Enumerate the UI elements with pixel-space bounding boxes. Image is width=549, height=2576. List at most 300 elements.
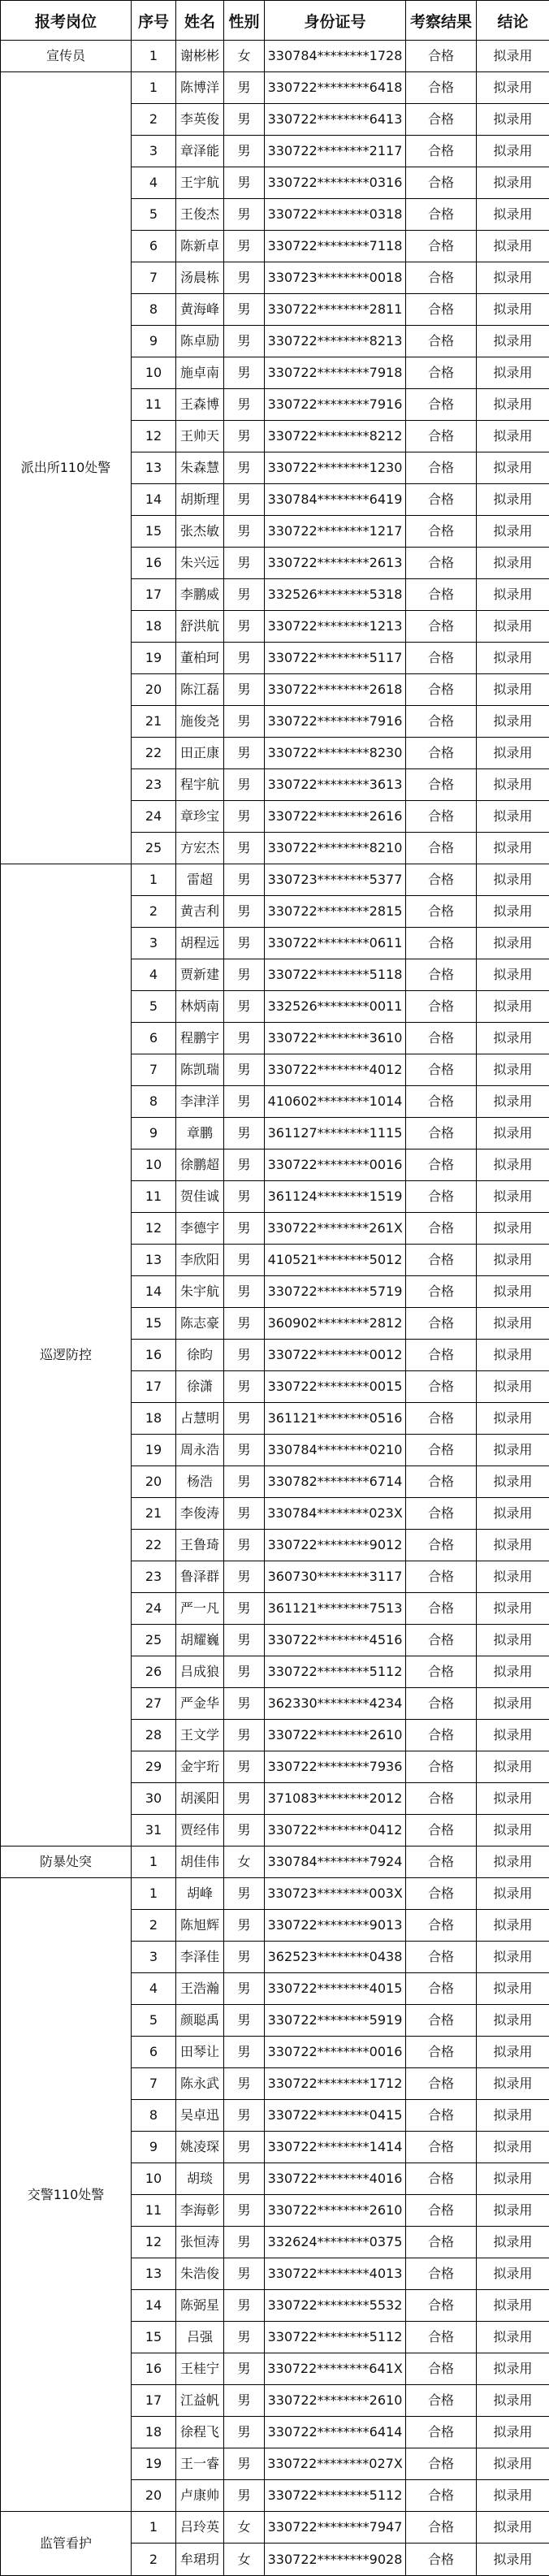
sex-cell: 男 — [224, 2448, 265, 2480]
result-cell: 合格 — [406, 2258, 477, 2290]
conclusion-cell: 拟录用 — [477, 2322, 549, 2353]
sex-cell: 男 — [224, 896, 265, 928]
sex-cell: 男 — [224, 1942, 265, 1973]
name-cell: 黄吉利 — [176, 896, 224, 928]
result-cell: 合格 — [406, 1308, 477, 1340]
sex-cell: 男 — [224, 738, 265, 769]
id-cell: 330722********1213 — [265, 611, 406, 643]
conclusion-cell: 拟录用 — [477, 1245, 549, 1276]
conclusion-cell: 拟录用 — [477, 1751, 549, 1783]
id-cell: 330722********8213 — [265, 326, 406, 357]
seq-cell: 9 — [132, 2132, 176, 2163]
result-cell: 合格 — [406, 1213, 477, 1245]
result-cell: 合格 — [406, 1688, 477, 1720]
result-cell: 合格 — [406, 1942, 477, 1973]
result-cell: 合格 — [406, 136, 477, 167]
sex-cell: 男 — [224, 452, 265, 484]
seq-cell: 13 — [132, 1245, 176, 1276]
conclusion-cell: 拟录用 — [477, 801, 549, 833]
conclusion-cell: 拟录用 — [477, 611, 549, 643]
id-cell: 330722********9028 — [265, 2544, 406, 2576]
seq-cell: 7 — [132, 2068, 176, 2100]
name-cell: 吕成狼 — [176, 1656, 224, 1688]
post-cell: 防暴处突 — [1, 1846, 132, 1878]
sex-cell: 男 — [224, 1149, 265, 1181]
sex-cell: 男 — [224, 2037, 265, 2068]
sex-cell: 男 — [224, 2417, 265, 2448]
result-cell: 合格 — [406, 2163, 477, 2195]
sex-cell: 男 — [224, 864, 265, 896]
result-cell: 合格 — [406, 1149, 477, 1181]
result-cell: 合格 — [406, 611, 477, 643]
seq-cell: 10 — [132, 357, 176, 389]
seq-cell: 2 — [132, 1910, 176, 1942]
id-cell: 330722********7947 — [265, 2512, 406, 2544]
result-cell: 合格 — [406, 1181, 477, 1213]
result-cell: 合格 — [406, 231, 477, 262]
name-cell: 田琴让 — [176, 2037, 224, 2068]
id-cell: 330722********0318 — [265, 199, 406, 231]
header-sex: 性别 — [224, 1, 265, 41]
seq-cell: 28 — [132, 1720, 176, 1751]
table-row — [1, 72, 549, 104]
seq-cell: 12 — [132, 421, 176, 452]
conclusion-cell: 拟录用 — [477, 991, 549, 1023]
result-cell: 合格 — [406, 833, 477, 864]
header-post: 报考岗位 — [1, 1, 132, 41]
id-cell: 330722********7916 — [265, 706, 406, 738]
conclusion-cell: 拟录用 — [477, 1783, 549, 1815]
id-cell: 330722********7118 — [265, 231, 406, 262]
conclusion-cell: 拟录用 — [477, 1910, 549, 1942]
name-cell: 李德宇 — [176, 1213, 224, 1245]
sex-cell: 女 — [224, 41, 265, 72]
conclusion-cell: 拟录用 — [477, 357, 549, 389]
name-cell: 张杰敏 — [176, 516, 224, 548]
result-cell: 合格 — [406, 864, 477, 896]
seq-cell: 19 — [132, 1435, 176, 1466]
result-cell: 合格 — [406, 1720, 477, 1751]
sex-cell: 男 — [224, 1435, 265, 1466]
seq-cell: 2 — [132, 104, 176, 136]
conclusion-cell: 拟录用 — [477, 1593, 549, 1625]
sex-cell: 男 — [224, 1656, 265, 1688]
name-cell: 陈旭辉 — [176, 1910, 224, 1942]
sex-cell: 男 — [224, 516, 265, 548]
sex-cell: 男 — [224, 2322, 265, 2353]
sex-cell: 女 — [224, 2544, 265, 2576]
conclusion-cell: 拟录用 — [477, 1656, 549, 1688]
name-cell: 施卓南 — [176, 357, 224, 389]
id-cell: 330722********4013 — [265, 2258, 406, 2290]
sex-cell: 男 — [224, 262, 265, 294]
id-cell: 330722********2618 — [265, 674, 406, 706]
id-cell: 332624********0375 — [265, 2227, 406, 2258]
seq-cell: 13 — [132, 2258, 176, 2290]
seq-cell: 11 — [132, 2195, 176, 2227]
conclusion-cell: 拟录用 — [477, 1308, 549, 1340]
result-cell: 合格 — [406, 2385, 477, 2417]
id-cell: 330722********7916 — [265, 389, 406, 421]
seq-cell: 22 — [132, 738, 176, 769]
id-cell: 371083********2012 — [265, 1783, 406, 1815]
id-cell: 330722********0415 — [265, 2100, 406, 2132]
conclusion-cell: 拟录用 — [477, 136, 549, 167]
sex-cell: 男 — [224, 294, 265, 326]
name-cell: 王森博 — [176, 389, 224, 421]
result-cell: 合格 — [406, 1086, 477, 1118]
result-cell: 合格 — [406, 1340, 477, 1371]
seq-cell: 11 — [132, 389, 176, 421]
seq-cell: 3 — [132, 136, 176, 167]
id-cell: 330722********2610 — [265, 1720, 406, 1751]
sex-cell: 男 — [224, 1720, 265, 1751]
result-cell: 合格 — [406, 2132, 477, 2163]
name-cell: 胡峰 — [176, 1878, 224, 1910]
sex-cell: 男 — [224, 1023, 265, 1054]
result-cell: 合格 — [406, 1593, 477, 1625]
seq-cell: 22 — [132, 1530, 176, 1561]
name-cell: 胡佳伟 — [176, 1846, 224, 1878]
seq-cell: 17 — [132, 2385, 176, 2417]
sex-cell: 男 — [224, 1625, 265, 1656]
result-cell: 合格 — [406, 579, 477, 611]
sex-cell: 男 — [224, 1371, 265, 1403]
sex-cell: 男 — [224, 2068, 265, 2100]
id-cell: 362523********0438 — [265, 1942, 406, 1973]
conclusion-cell: 拟录用 — [477, 706, 549, 738]
name-cell: 徐昀 — [176, 1340, 224, 1371]
conclusion-cell: 拟录用 — [477, 1054, 549, 1086]
conclusion-cell: 拟录用 — [477, 896, 549, 928]
seq-cell: 24 — [132, 1593, 176, 1625]
name-cell: 陈新卓 — [176, 231, 224, 262]
result-cell: 合格 — [406, 1751, 477, 1783]
result-cell: 合格 — [406, 326, 477, 357]
name-cell: 陈江磊 — [176, 674, 224, 706]
name-cell: 李津洋 — [176, 1086, 224, 1118]
conclusion-cell: 拟录用 — [477, 167, 549, 199]
conclusion-cell: 拟录用 — [477, 1942, 549, 1973]
seq-cell: 6 — [132, 2037, 176, 2068]
result-cell: 合格 — [406, 1815, 477, 1846]
name-cell: 严金华 — [176, 1688, 224, 1720]
name-cell: 施俊尧 — [176, 706, 224, 738]
result-cell: 合格 — [406, 1878, 477, 1910]
conclusion-cell: 拟录用 — [477, 1878, 549, 1910]
id-cell: 330722********641X — [265, 2353, 406, 2385]
result-cell: 合格 — [406, 1245, 477, 1276]
result-cell: 合格 — [406, 1371, 477, 1403]
seq-cell: 16 — [132, 548, 176, 579]
conclusion-cell: 拟录用 — [477, 104, 549, 136]
sex-cell: 男 — [224, 199, 265, 231]
seq-cell: 12 — [132, 2227, 176, 2258]
result-cell: 合格 — [406, 1054, 477, 1086]
seq-cell: 14 — [132, 1276, 176, 1308]
result-cell: 合格 — [406, 2068, 477, 2100]
seq-cell: 9 — [132, 1118, 176, 1149]
conclusion-cell: 拟录用 — [477, 1561, 549, 1593]
conclusion-cell: 拟录用 — [477, 1530, 549, 1561]
seq-cell: 4 — [132, 959, 176, 991]
sex-cell: 男 — [224, 991, 265, 1023]
name-cell: 严一凡 — [176, 1593, 224, 1625]
result-cell: 合格 — [406, 1530, 477, 1561]
name-cell: 胡耀巍 — [176, 1625, 224, 1656]
seq-cell: 19 — [132, 2448, 176, 2480]
id-cell: 330784********0210 — [265, 1435, 406, 1466]
conclusion-cell: 拟录用 — [477, 41, 549, 72]
result-cell: 合格 — [406, 452, 477, 484]
name-cell: 谢彬彬 — [176, 41, 224, 72]
seq-cell: 18 — [132, 611, 176, 643]
sex-cell: 男 — [224, 1308, 265, 1340]
name-cell: 章鹏 — [176, 1118, 224, 1149]
id-cell: 330722********4016 — [265, 2163, 406, 2195]
name-cell: 牟珺玥 — [176, 2544, 224, 2576]
sex-cell: 男 — [224, 1815, 265, 1846]
name-cell: 舒洪航 — [176, 611, 224, 643]
sex-cell: 男 — [224, 801, 265, 833]
id-cell: 330722********5532 — [265, 2290, 406, 2322]
id-cell: 330722********5112 — [265, 1656, 406, 1688]
name-cell: 徐程飞 — [176, 2417, 224, 2448]
id-cell: 330722********0016 — [265, 2037, 406, 2068]
conclusion-cell: 拟录用 — [477, 2132, 549, 2163]
sex-cell: 男 — [224, 1181, 265, 1213]
id-cell: 330722********5919 — [265, 2005, 406, 2037]
seq-cell: 25 — [132, 833, 176, 864]
table-row — [1, 41, 549, 72]
seq-cell: 1 — [132, 41, 176, 72]
result-cell: 合格 — [406, 1910, 477, 1942]
seq-cell: 16 — [132, 1340, 176, 1371]
conclusion-cell: 拟录用 — [477, 452, 549, 484]
conclusion-cell: 拟录用 — [477, 294, 549, 326]
sex-cell: 女 — [224, 1846, 265, 1878]
seq-cell: 6 — [132, 231, 176, 262]
seq-cell: 7 — [132, 262, 176, 294]
conclusion-cell: 拟录用 — [477, 2512, 549, 2544]
result-cell: 合格 — [406, 1846, 477, 1878]
seq-cell: 5 — [132, 991, 176, 1023]
id-cell: 330722********2616 — [265, 801, 406, 833]
conclusion-cell: 拟录用 — [477, 2037, 549, 2068]
result-cell: 合格 — [406, 2227, 477, 2258]
sex-cell: 男 — [224, 1688, 265, 1720]
conclusion-cell: 拟录用 — [477, 738, 549, 769]
name-cell: 吕强 — [176, 2322, 224, 2353]
name-cell: 王宇航 — [176, 167, 224, 199]
id-cell: 330722********1712 — [265, 2068, 406, 2100]
result-cell: 合格 — [406, 896, 477, 928]
name-cell: 陈永武 — [176, 2068, 224, 2100]
result-cell: 合格 — [406, 674, 477, 706]
name-cell: 朱浩俊 — [176, 2258, 224, 2290]
id-cell: 330722********3613 — [265, 769, 406, 801]
seq-cell: 4 — [132, 1973, 176, 2005]
conclusion-cell: 拟录用 — [477, 1973, 549, 2005]
seq-cell: 2 — [132, 896, 176, 928]
seq-cell: 3 — [132, 1942, 176, 1973]
conclusion-cell: 拟录用 — [477, 72, 549, 104]
seq-cell: 7 — [132, 1054, 176, 1086]
result-cell: 合格 — [406, 1435, 477, 1466]
conclusion-cell: 拟录用 — [477, 1023, 549, 1054]
name-cell: 程鹏宇 — [176, 1023, 224, 1054]
header-row — [1, 1, 549, 41]
conclusion-cell: 拟录用 — [477, 1815, 549, 1846]
sex-cell: 男 — [224, 1561, 265, 1593]
conclusion-cell: 拟录用 — [477, 2417, 549, 2448]
id-cell: 330722********0316 — [265, 167, 406, 199]
id-cell: 332526********5318 — [265, 579, 406, 611]
result-cell: 合格 — [406, 1276, 477, 1308]
conclusion-cell: 拟录用 — [477, 199, 549, 231]
id-cell: 330723********003X — [265, 1878, 406, 1910]
id-cell: 330784********6419 — [265, 484, 406, 516]
conclusion-cell: 拟录用 — [477, 2005, 549, 2037]
sex-cell: 男 — [224, 2258, 265, 2290]
id-cell: 330722********2613 — [265, 548, 406, 579]
seq-cell: 13 — [132, 452, 176, 484]
id-cell: 330722********0412 — [265, 1815, 406, 1846]
sex-cell: 男 — [224, 2195, 265, 2227]
name-cell: 胡溪阳 — [176, 1783, 224, 1815]
sex-cell: 男 — [224, 1245, 265, 1276]
id-cell: 360902********2812 — [265, 1308, 406, 1340]
header-seq: 序号 — [132, 1, 176, 41]
header-id: 身份证号 — [265, 1, 406, 41]
id-cell: 330723********0018 — [265, 262, 406, 294]
conclusion-cell: 拟录用 — [477, 1276, 549, 1308]
result-cell: 合格 — [406, 516, 477, 548]
result-cell: 合格 — [406, 548, 477, 579]
header-result: 考察结果 — [406, 1, 477, 41]
sex-cell: 男 — [224, 1973, 265, 2005]
sex-cell: 男 — [224, 1213, 265, 1245]
conclusion-cell: 拟录用 — [477, 674, 549, 706]
conclusion-cell: 拟录用 — [477, 1720, 549, 1751]
seq-cell: 1 — [132, 1846, 176, 1878]
name-cell: 胡斯理 — [176, 484, 224, 516]
id-cell: 410521********5012 — [265, 1245, 406, 1276]
result-cell: 合格 — [406, 1403, 477, 1435]
id-cell: 330784********7924 — [265, 1846, 406, 1878]
id-cell: 330722********1414 — [265, 2132, 406, 2163]
id-cell: 332526********0011 — [265, 991, 406, 1023]
header-name: 姓名 — [176, 1, 224, 41]
sex-cell: 男 — [224, 1276, 265, 1308]
id-cell: 330782********6714 — [265, 1466, 406, 1498]
seq-cell: 23 — [132, 769, 176, 801]
sex-cell: 男 — [224, 104, 265, 136]
name-cell: 鲁泽群 — [176, 1561, 224, 1593]
seq-cell: 12 — [132, 1213, 176, 1245]
seq-cell: 5 — [132, 199, 176, 231]
conclusion-cell: 拟录用 — [477, 421, 549, 452]
sex-cell: 男 — [224, 1783, 265, 1815]
conclusion-cell: 拟录用 — [477, 1625, 549, 1656]
name-cell: 陈凯瑞 — [176, 1054, 224, 1086]
id-cell: 330722********2811 — [265, 294, 406, 326]
id-cell: 330722********1217 — [265, 516, 406, 548]
id-cell: 361127********1115 — [265, 1118, 406, 1149]
name-cell: 王一睿 — [176, 2448, 224, 2480]
header-conclusion: 结论 — [477, 1, 549, 41]
sex-cell: 男 — [224, 548, 265, 579]
name-cell: 吕玲英 — [176, 2512, 224, 2544]
seq-cell: 19 — [132, 643, 176, 674]
conclusion-cell: 拟录用 — [477, 516, 549, 548]
conclusion-cell: 拟录用 — [477, 1435, 549, 1466]
id-cell: 330722********0015 — [265, 1371, 406, 1403]
seq-cell: 15 — [132, 1308, 176, 1340]
name-cell: 李英俊 — [176, 104, 224, 136]
sex-cell: 男 — [224, 1878, 265, 1910]
sex-cell: 男 — [224, 2005, 265, 2037]
id-cell: 330722********0012 — [265, 1340, 406, 1371]
id-cell: 330722********2610 — [265, 2385, 406, 2417]
name-cell: 徐潇 — [176, 1371, 224, 1403]
result-cell: 合格 — [406, 2195, 477, 2227]
sex-cell: 男 — [224, 2385, 265, 2417]
id-cell: 330722********027X — [265, 2448, 406, 2480]
conclusion-cell: 拟录用 — [477, 1466, 549, 1498]
name-cell: 董柏珂 — [176, 643, 224, 674]
result-cell: 合格 — [406, 2005, 477, 2037]
seq-cell: 20 — [132, 2480, 176, 2512]
sex-cell: 男 — [224, 1593, 265, 1625]
name-cell: 颜聪禹 — [176, 2005, 224, 2037]
name-cell: 李欣阳 — [176, 1245, 224, 1276]
conclusion-cell: 拟录用 — [477, 2480, 549, 2512]
id-cell: 330723********5377 — [265, 864, 406, 896]
name-cell: 陈弼星 — [176, 2290, 224, 2322]
result-cell: 合格 — [406, 991, 477, 1023]
post-cell: 监管看护 — [1, 2512, 132, 2576]
seq-cell: 14 — [132, 484, 176, 516]
sex-cell: 男 — [224, 1751, 265, 1783]
table-body — [1, 41, 549, 2576]
id-cell: 361121********7513 — [265, 1593, 406, 1625]
table-row — [1, 1878, 549, 1910]
seq-cell: 18 — [132, 2417, 176, 2448]
conclusion-cell: 拟录用 — [477, 2448, 549, 2480]
id-cell: 330722********6418 — [265, 72, 406, 104]
conclusion-cell: 拟录用 — [477, 262, 549, 294]
conclusion-cell: 拟录用 — [477, 1340, 549, 1371]
seq-cell: 2 — [132, 2544, 176, 2576]
sex-cell: 男 — [224, 674, 265, 706]
id-cell: 330722********4015 — [265, 1973, 406, 2005]
id-cell: 330722********5117 — [265, 643, 406, 674]
sex-cell: 男 — [224, 2290, 265, 2322]
sex-cell: 男 — [224, 136, 265, 167]
seq-cell: 20 — [132, 674, 176, 706]
name-cell: 田正康 — [176, 738, 224, 769]
id-cell: 330784********1728 — [265, 41, 406, 72]
conclusion-cell: 拟录用 — [477, 2353, 549, 2385]
name-cell: 吴卓迅 — [176, 2100, 224, 2132]
name-cell: 李俊涛 — [176, 1498, 224, 1530]
result-cell: 合格 — [406, 421, 477, 452]
sex-cell: 男 — [224, 643, 265, 674]
result-cell: 合格 — [406, 2100, 477, 2132]
conclusion-cell: 拟录用 — [477, 2068, 549, 2100]
sex-cell: 男 — [224, 2163, 265, 2195]
